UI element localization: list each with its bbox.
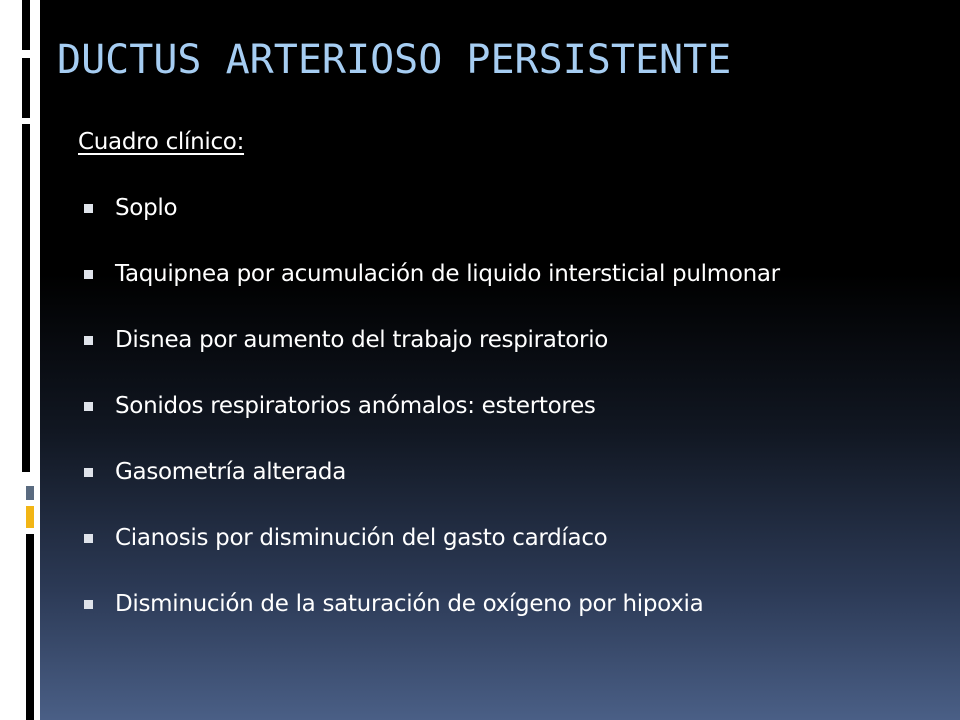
square-bullet-icon — [84, 600, 93, 609]
decorative-block — [26, 486, 34, 500]
bullet-text: Cianosis por disminución del gasto cardíaco — [115, 525, 608, 551]
bullet-item — [78, 251, 918, 298]
decorative-block — [26, 506, 34, 528]
decorative-stripe — [22, 0, 30, 50]
decorative-stripe — [22, 124, 30, 472]
square-bullet-icon — [84, 534, 93, 543]
bullet-text: Sonidos respiratorios anómalos: estertores — [115, 393, 596, 419]
square-bullet-icon — [84, 402, 93, 411]
bullet-item — [78, 581, 918, 628]
bullet-item — [78, 515, 918, 562]
bullet-text: Soplo — [115, 195, 178, 221]
square-bullet-icon — [84, 468, 93, 477]
bullet-text: Disminución de la saturación de oxígeno por hipoxia — [115, 591, 704, 617]
slide-title: DUCTUS ARTERIOSO PERSISTENTE — [57, 37, 732, 83]
bullet-item — [78, 185, 918, 232]
bullet-item — [78, 383, 918, 430]
left-decorative-bar — [0, 0, 40, 720]
section-heading: Cuadro clínico: — [78, 129, 245, 155]
bullet-list — [78, 185, 918, 647]
square-bullet-icon — [84, 270, 93, 279]
decorative-stripe — [26, 534, 34, 720]
bullet-text: Disnea por aumento del trabajo respiratorio — [115, 327, 609, 353]
decorative-stripe — [22, 58, 30, 118]
bullet-text: Gasometría alterada — [115, 459, 346, 485]
square-bullet-icon — [84, 336, 93, 345]
bullet-item — [78, 317, 918, 364]
square-bullet-icon — [84, 204, 93, 213]
bullet-text: Taquipnea por acumulación de liquido intersticial pulmonar — [115, 261, 780, 287]
bullet-item — [78, 449, 918, 496]
